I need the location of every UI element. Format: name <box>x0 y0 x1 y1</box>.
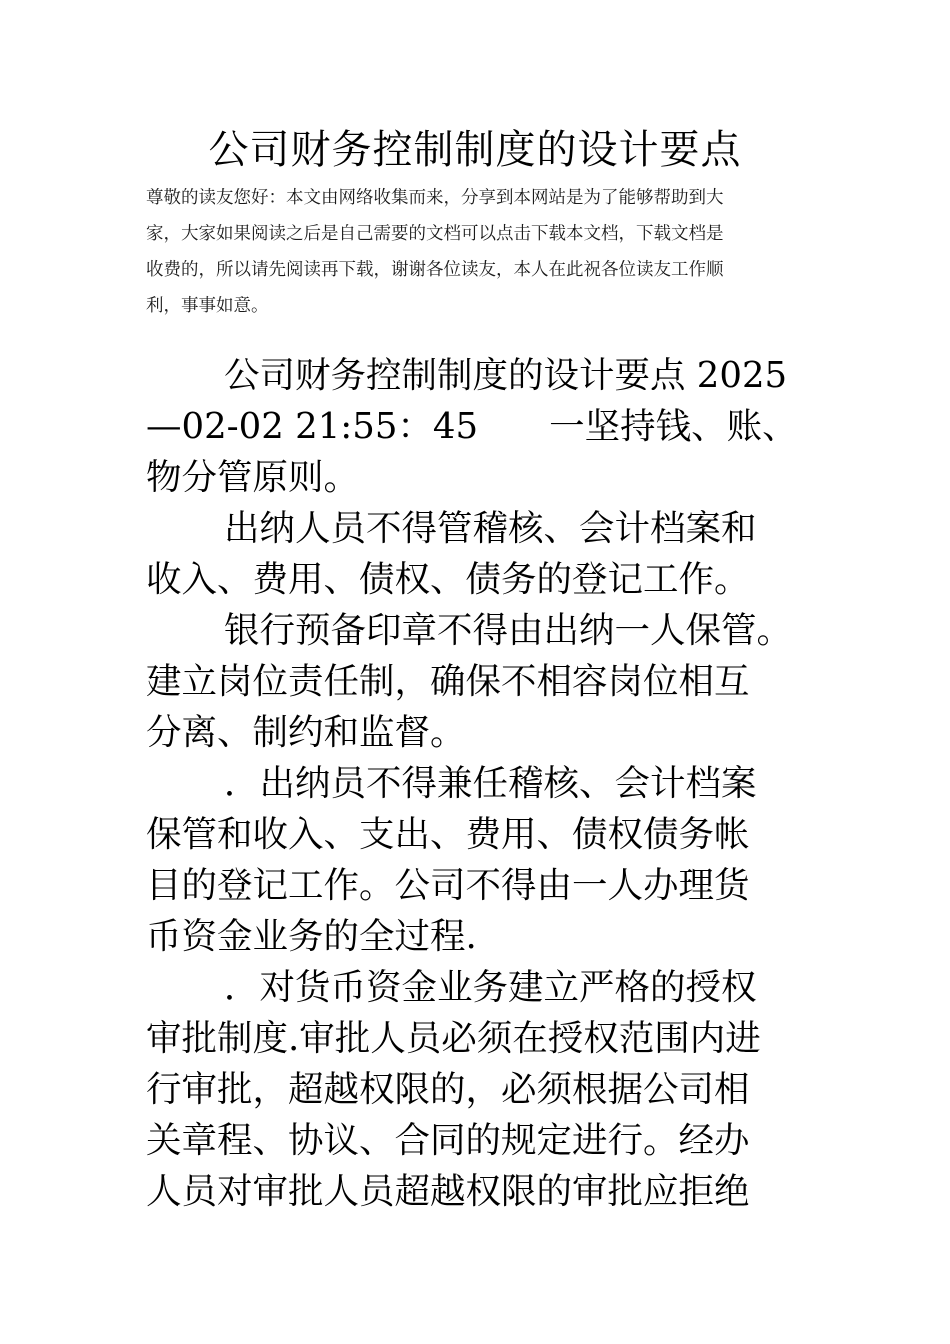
body-line: 物分管原则。 <box>146 457 360 498</box>
notice-line: 尊敬的读友您好：本文由网络收集而来，分享到本网站是为了能够帮助到大 <box>146 188 724 208</box>
body-line: ．出纳员不得兼任稽核、会计档案 <box>224 763 757 804</box>
reader-notice <box>146 180 806 324</box>
body-line: —02-02 21:55：45 一坚持钱、账、 <box>146 406 798 447</box>
body-line: 建立岗位责任制，确保不相容岗位相互 <box>146 661 750 702</box>
body-line: 人员对审批人员超越权限的审批应拒绝 <box>146 1171 750 1212</box>
body-line: 出纳人员不得管稽核、会计档案和 <box>224 508 757 549</box>
document-title: 公司财务控制制度的设计要点 <box>208 127 742 173</box>
notice-line: 利，事事如意。 <box>146 296 269 316</box>
notice-line: 收费的，所以请先阅读再下载，谢谢各位读友，本人在此祝各位读友工作顺 <box>146 260 724 280</box>
body-line: 币资金业务的全过程. <box>146 916 477 957</box>
body-line: 关章程、协议、合同的规定进行。经办 <box>146 1120 750 1161</box>
body-line: 收入、费用、债权、债务的登记工作。 <box>146 559 750 600</box>
body-line: 分离、制约和监督。 <box>146 712 466 753</box>
body-line: 保管和收入、支出、费用、债权债务帐 <box>146 814 750 855</box>
notice-line: 家，大家如果阅读之后是自己需要的文档可以点击下载本文档，下载文档是 <box>146 224 724 244</box>
body-line: 审批制度.审批人员必须在授权范围内进 <box>146 1018 761 1059</box>
body-line: ．对货币资金业务建立严格的授权 <box>224 967 757 1008</box>
body-line: 行审批，超越权限的，必须根据公司相 <box>146 1069 750 1110</box>
body-line: 银行预备印章不得由出纳一人保管。 <box>224 610 793 651</box>
document-body <box>146 350 846 1217</box>
body-line: 公司财务控制制度的设计要点 2025 <box>224 355 788 396</box>
body-line: 目的登记工作。公司不得由一人办理货 <box>146 865 750 906</box>
